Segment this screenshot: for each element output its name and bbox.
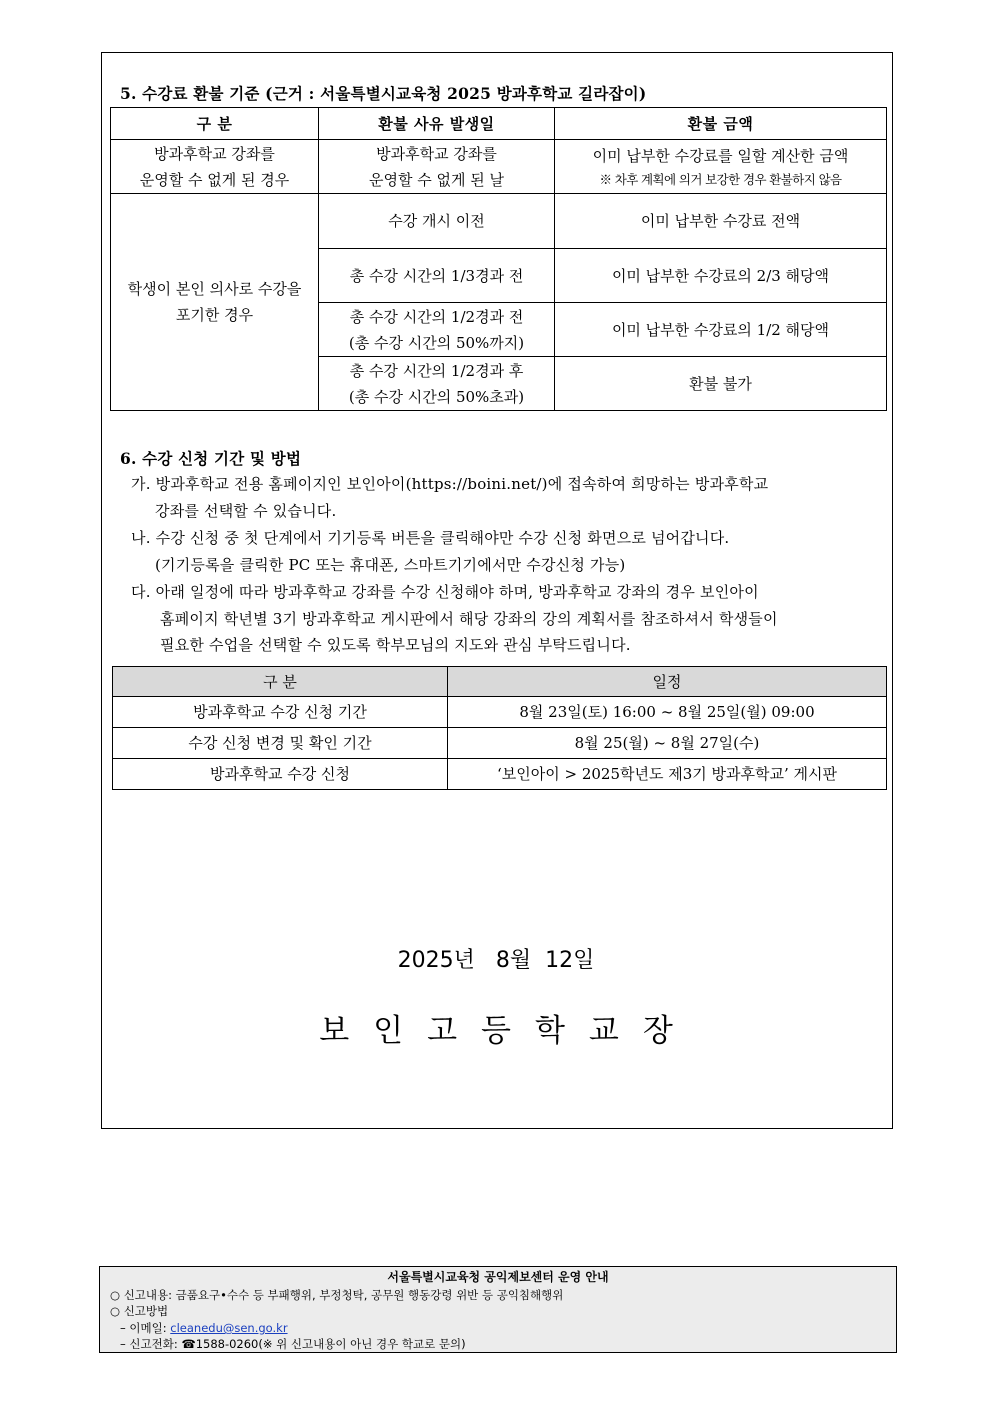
refund-occurrence-after-half: 총 수강 시간의 1/2경과 후 (총 수강 시간의 50%초과)	[319, 357, 555, 411]
schedule-row-date: ‘보인아이 > 2025학년도 제3기 방과후학교’ 게시판	[448, 759, 887, 790]
section6-title: 6. 수강 신청 기간 및 방법	[120, 449, 302, 468]
refund-header-occurrence: 환불 사유 발생일	[319, 108, 555, 140]
schedule-row-date: 8월 25(월) ~ 8월 27일(수)	[448, 728, 887, 759]
refund-occurrence-cancelled: 방과후학교 강좌를 운영할 수 없게 된 날	[319, 140, 555, 194]
refund-category-withdrawal: 학생이 본인 의사로 수강을 포기한 경우	[111, 194, 319, 411]
item-ga-line1: 가. 방과후학교 전용 홈페이지인 보인아이(https://boini.net/)에 접속하여 희망하는 방과후학교	[131, 475, 769, 493]
notice-report-content: ○ 신고내용: 금품요구•수수 등 부패행위, 부정청탁, 공무원 행동강령 위반 등 공익침해행위	[110, 1288, 564, 1302]
refund-header-amount: 환불 금액	[555, 108, 887, 140]
schedule-row-category: 방과후학교 수강 신청 기간	[113, 697, 448, 728]
refund-occurrence-before-half: 총 수강 시간의 1/2경과 전 (총 수강 시간의 50%까지)	[319, 303, 555, 357]
schedule-row-category: 방과후학교 수강 신청	[113, 759, 448, 790]
item-da-line3: 필요한 수업을 선택할 수 있도록 학부모님의 지도와 관심 부탁드립니다.	[160, 636, 631, 654]
refund-amount-cancelled: 이미 납부한 수강료를 일할 계산한 금액 ※ 차후 계획에 의거 보강한 경우 환불하지 않음	[555, 140, 887, 194]
whistleblower-notice	[99, 1266, 897, 1353]
refund-category-cancelled: 방과후학교 강좌를 운영할 수 없게 된 경우	[111, 140, 319, 194]
email-link[interactable]: cleanedu@sen.go.kr	[170, 1321, 288, 1335]
schedule-header-date: 일정	[448, 667, 887, 697]
refund-criteria-table	[110, 107, 887, 411]
item-na-line1: 나. 수강 신청 중 첫 단계에서 기기등록 버튼을 클릭해야만 수강 신청 화면으로 넘어갑니다.	[131, 529, 730, 547]
refund-amount-note: ※ 차후 계획에 의거 보강한 경우 환불하지 않음	[599, 171, 842, 187]
school-principal-signature: 보인고등학교장	[319, 1013, 697, 1049]
notice-report-method: ○ 신고방법	[110, 1304, 169, 1318]
refund-occurrence-before-one-third: 총 수강 시간의 1/3경과 전	[319, 249, 555, 303]
refund-occurrence-before-start: 수강 개시 이전	[319, 194, 555, 249]
refund-amount-full: 이미 납부한 수강료 전액	[555, 194, 887, 249]
document-date: 2025년 8월 12일	[397, 948, 595, 973]
refund-amount-two-thirds: 이미 납부한 수강료의 2/3 해당액	[555, 249, 887, 303]
section5-title: 5. 수강료 환불 기준 (근거 : 서울특별시교육청 2025 방과후학교 길라잡이)	[120, 84, 647, 103]
refund-amount-none: 환불 불가	[555, 357, 887, 411]
schedule-row-category: 수강 신청 변경 및 확인 기간	[113, 728, 448, 759]
notice-email-line: – 이메일: cleanedu@sen.go.kr	[120, 1321, 288, 1335]
notice-title: 서울특별시교육청 공익제보센터 운영 안내	[387, 1270, 609, 1284]
schedule-row-date: 8월 23일(토) 16:00 ~ 8월 25일(월) 09:00	[448, 697, 887, 728]
item-na-line2: (기기등록을 클릭한 PC 또는 휴대폰, 스마트기기에서만 수강신청 가능)	[155, 556, 626, 574]
refund-header-category: 구 분	[111, 108, 319, 140]
item-ga-line2: 강좌를 선택할 수 있습니다.	[155, 502, 337, 520]
refund-amount-half: 이미 납부한 수강료의 1/2 해당액	[555, 303, 887, 357]
schedule-table	[112, 666, 887, 790]
schedule-header-category: 구 분	[113, 667, 448, 697]
item-da-line2: 홈페이지 학년별 3기 방과후학교 게시판에서 해당 강좌의 강의 계획서를 참조하셔서 학생들이	[160, 610, 778, 628]
notice-phone: – 신고전화: ☎1588-0260(※ 위 신고내용이 아닌 경우 학교로 문의)	[120, 1337, 466, 1351]
item-da-line1: 다. 아래 일정에 따라 방과후학교 강좌를 수강 신청해야 하며, 방과후학교 강좌의 경우 보인아이	[131, 583, 759, 601]
